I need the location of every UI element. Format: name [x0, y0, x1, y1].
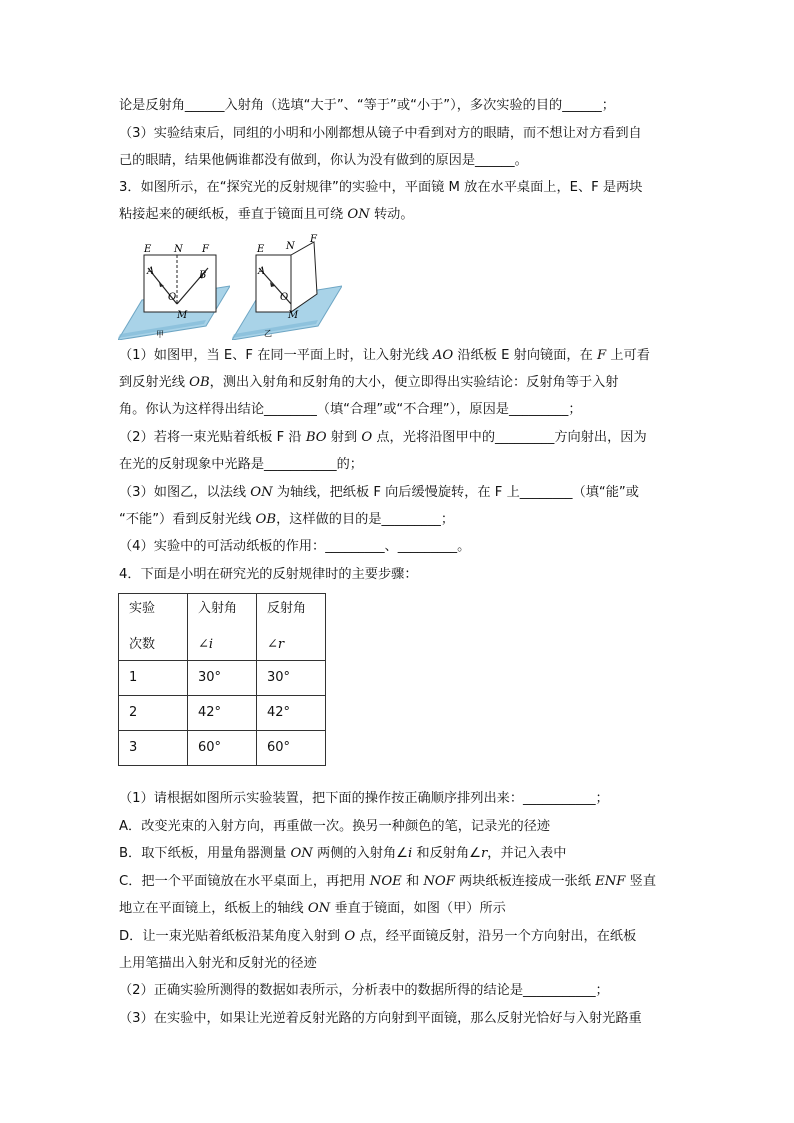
table-row — [119, 661, 326, 696]
label-F: F — [310, 234, 317, 245]
caption-jia: 甲 — [156, 330, 164, 339]
q2-part3-line2: 己的眼睛，结果他俩谁都没有做到，你认为没有做到的原因是______。 — [119, 153, 528, 168]
q3-part1-line2: 到反射光线 OB，测出入射角和反射角的大小，便立即得出实验结论：反射角等于入射 — [119, 375, 619, 390]
q3-stem-line2: 粘接起来的硬纸板，垂直于镜面且可绕 ON 转动。 — [119, 207, 414, 222]
label-A: A — [147, 266, 155, 277]
data-table — [118, 593, 326, 766]
caption-yi: 乙 — [264, 329, 272, 338]
header-trial-count: 实验 次数 — [119, 594, 188, 661]
header-reflection-angle: 反射角 ∠r — [257, 594, 326, 661]
q3-part2-line1: （2）若将一束光贴着纸板 F 沿 BO 射到 O 点，光将沿图甲中的_________方向射出，因为 — [119, 430, 647, 445]
table-header-row — [119, 594, 326, 661]
q4-option-b: B．取下纸板，用量角器测量 ON 两侧的入射角∠i 和反射角∠r，并记入表中 — [119, 846, 567, 861]
q4-stem: 4．下面是小明在研究光的反射规律时的主要步骤： — [119, 567, 418, 582]
q3-part2-line2: 在光的反射现象中光路是___________的； — [119, 457, 363, 472]
q4-option-c-line2: 地立在平面镜上，纸板上的轴线 ON 垂直于镜面，如图（甲）所示 — [119, 901, 506, 916]
label-O: O — [280, 292, 289, 303]
label-O: O — [168, 292, 177, 303]
q3-part1-line3: 角。你认为这样得出结论________（填“合理”或“不合理”），原因是_________； — [119, 402, 582, 417]
cardboard-EF — [144, 255, 216, 312]
label-E: E — [257, 244, 265, 255]
label-B: B — [199, 270, 207, 281]
cell-incidence: 30° — [188, 661, 257, 696]
label-M: M — [288, 310, 299, 321]
q3-stem-line1: 3．如图所示，在“探究光的反射规律”的实验中，平面镜 M 放在水平桌面上，E、F 是两块 — [119, 180, 643, 195]
label-F: F — [202, 244, 209, 255]
q4-part2: （2）正确实验所测得的数据如表所示，分析表中的数据所得的结论是___________； — [119, 983, 609, 998]
label-E: E — [144, 244, 152, 255]
q4-option-d-line2: 上用笔描出入射光和反射光的径迹 — [119, 956, 317, 971]
cell-reflection: 60° — [257, 731, 326, 766]
q3-part1-line1: （1）如图甲，当 E、F 在同一平面上时，让入射光线 AO 沿纸板 E 射向镜面，在 F 上可看 — [119, 348, 650, 363]
q4-option-a: A．改变光束的入射方向，再重做一次。换另一种颜色的笔，记录光的径迹 — [119, 819, 551, 834]
q2-conclusion-line: 论是反射角______入射角（选填“大于”、“等于”或“小于”），多次实验的目的______； — [119, 98, 615, 113]
q4-option-c-line1: C．把一个平面镜放在水平桌面上，再把用 NOE 和 NOF 两块纸板连接成一张纸 ENF 竖直 — [119, 874, 657, 889]
label-N: N — [174, 244, 183, 255]
cell-trial: 2 — [119, 696, 188, 731]
q4-option-d-line1: D．让一束光贴着纸板沿某角度入射到 O 点，经平面镜反射，沿另一个方向射出，在纸板 — [119, 929, 637, 944]
label-A: A — [258, 266, 266, 277]
cell-reflection: 42° — [257, 696, 326, 731]
cell-reflection: 30° — [257, 661, 326, 696]
label-M: M — [177, 310, 188, 321]
cell-trial: 3 — [119, 731, 188, 766]
cell-trial: 1 — [119, 661, 188, 696]
label-N: N — [286, 241, 295, 252]
q3-part3-line2: “不能”）看到反射光线 OB，这样做的目的是_________； — [119, 512, 455, 527]
q4-part1: （1）请根据如图所示实验装置，把下面的操作按正确顺序排列出来：___________； — [119, 791, 609, 806]
q3-part3-line1: （3）如图乙，以法线 ON 为轴线，把纸板 F 向后缓慢旋转，在 F 上________（填“能”或 — [119, 485, 639, 500]
header-incidence-angle: 入射角 ∠i — [188, 594, 257, 661]
table-row — [119, 696, 326, 731]
cell-incidence: 60° — [188, 731, 257, 766]
q4-part3: （3）在实验中，如果让光逆着反射光路的方向射到平面镜，那么反射光恰好与入射光路重 — [119, 1011, 642, 1026]
figure-jia — [118, 238, 230, 340]
cell-incidence: 42° — [188, 696, 257, 731]
q3-part4-line: （4）实验中的可活动纸板的作用：_________、_________。 — [119, 539, 471, 554]
table-row — [119, 731, 326, 766]
q2-part3-line1: （3）实验结束后，同组的小明和小刚都想从镜子中看到对方的眼睛，而不想让对方看到自 — [119, 126, 642, 141]
figure-yi — [232, 232, 342, 340]
